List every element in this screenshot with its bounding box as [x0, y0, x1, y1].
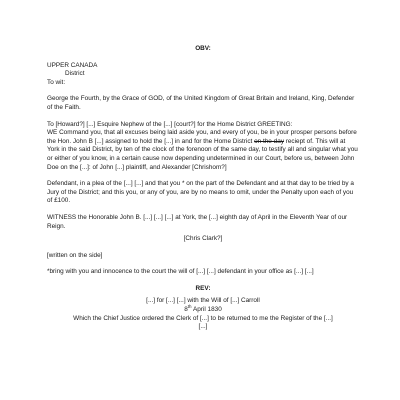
rev-date-line [47, 303, 359, 315]
witness-paragraph: WITNESS the Honorable John B. [...] [...] [...] at York, the [...] eighth day of April in the Eleventh Year of our Reign. [47, 213, 348, 230]
command-text-start: WE Command you, that all excuses being laid aside you, and every of you, be in your prosper persons before the Hon. John B [...] assigned to hold the [...] in and for the Home District [47, 129, 357, 145]
command-text-end: reciept of. This will at York in the said District, by ten of the clock of the forenoon of the same day, to testify all and singular what you or either of you know, in a certain cause now depending undetermined in our Court, before us, between John Doe on the [...]: of John [...] plaintiff, and Alexander [Chrishom?] [47, 137, 358, 171]
rev-heading: REV: [195, 284, 211, 292]
date-month-year: April 1830 [191, 306, 222, 314]
struck-text: on the day [254, 137, 284, 145]
footnote-paragraph: *bring with you and innocence to the court the will of [...] [...] defendant in your office as [...] [...] [47, 268, 314, 276]
document-body [47, 45, 359, 332]
command-paragraph [47, 129, 359, 172]
defendant-paragraph: Defendant, in a plea of the [...] [...] and that you * on the part of the Defendant and at that day to be tried by a Jury of the District; and this you, or any of you, are by no means to omit, under the Penalty upon each of you of £100. [47, 180, 354, 205]
greeting-line: To [Howard?] [...] Esquire Nephew of the [...] [court?] for the Home District GREETING: [47, 120, 293, 128]
address-line-province: UPPER CANADA [47, 61, 98, 69]
rev-line-4: [...] [198, 323, 208, 331]
signature-line: [Chris Clark?] [183, 235, 223, 243]
address-block [47, 62, 359, 88]
rev-line-1: [...] for [...] [...] with the Will of [...] Carroll [146, 297, 260, 305]
address-line-district: District [65, 70, 85, 78]
rev-line-3: Which the Chief Justice ordered the Clerk of [...] to be returned to me the Register of the [...] [73, 314, 333, 322]
obv-heading: OBV: [195, 45, 211, 52]
preamble-paragraph: George the Fourth, by the Grace of GOD, of the United Kingdom of Great Britain and Ireland, King, Defender of the Faith. [47, 95, 355, 111]
date-day: 8 [184, 306, 188, 314]
date-suffix: th [187, 303, 192, 309]
address-line-to-wit: To wit: [47, 78, 66, 86]
side-note: [written on the side] [47, 251, 103, 259]
